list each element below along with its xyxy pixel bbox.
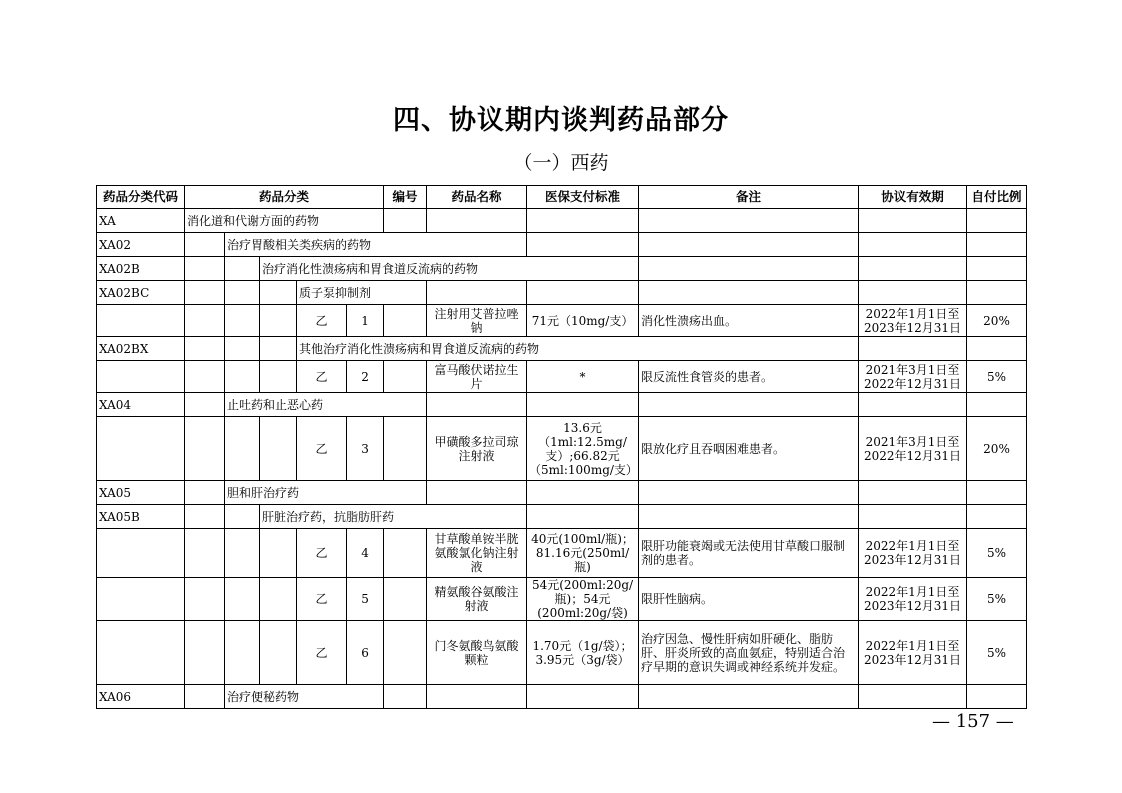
category-code: XA02BC: [97, 281, 185, 305]
header-number: 编号: [384, 186, 427, 209]
drug-row: [97, 417, 1027, 481]
category-code: XA06: [97, 685, 185, 709]
drug-validity: 2022年1月1日至2023年12月31日: [859, 305, 967, 337]
drug-ratio: 20%: [967, 417, 1027, 481]
drug-name: 注射用艾普拉唑钠: [427, 305, 527, 337]
category-row: [97, 337, 1027, 361]
category-code: XA: [97, 209, 185, 233]
page-title: 四、协议期内谈判药品部分: [393, 105, 729, 136]
drug-validity: 2021年3月1日至2022年12月31日: [859, 417, 967, 481]
drug-row: [97, 361, 1027, 393]
drug-remarks: 消化性溃疡出血。: [639, 305, 859, 337]
drug-standard: 1.70元（1g/袋）；3.95元（3g/袋）: [527, 621, 639, 685]
category-label: 止吐药和止恶心药: [225, 393, 427, 417]
drug-number: 1: [347, 305, 384, 337]
drug-name: 甲磺酸多拉司琼注射液: [427, 417, 527, 481]
header-validity: 协议有效期: [859, 186, 967, 209]
drug-name: 门冬氨酸鸟氨酸颗粒: [427, 621, 527, 685]
header-name: 药品名称: [427, 186, 527, 209]
drug-grade: 乙: [297, 621, 347, 685]
header-ratio: 自付比例: [967, 186, 1027, 209]
header-category: 药品分类: [185, 186, 384, 209]
drug-standard: 71元（10mg/支）: [527, 305, 639, 337]
drug-validity: 2022年1月1日至2023年12月31日: [859, 578, 967, 621]
drug-ratio: 5%: [967, 621, 1027, 685]
drug-grade: 乙: [297, 305, 347, 337]
category-code: XA05B: [97, 505, 185, 529]
category-code: XA05: [97, 481, 185, 505]
header-standard: 医保支付标准: [527, 186, 639, 209]
drug-standard: 40元(100ml/瓶)；81.16元(250ml/瓶): [527, 529, 639, 578]
header-remarks: 备注: [639, 186, 859, 209]
category-label: 治疗消化性溃疡病和胃食道反流病的药物: [260, 257, 639, 281]
drug-row: [97, 305, 1027, 337]
drug-number: 5: [347, 578, 384, 621]
category-row: [97, 481, 1027, 505]
drug-remarks: 限肝功能衰竭或无法使用甘草酸口服制剂的患者。: [639, 529, 859, 578]
drug-standard: 13.6元（1ml:12.5mg/支）;66.82元（5ml:100mg/支）: [527, 417, 639, 481]
table-header-row: [97, 186, 1027, 209]
category-code: XA02: [97, 233, 185, 257]
category-label: 治疗便秘药物: [225, 685, 384, 709]
category-label: 肝脏治疗药，抗脂肪肝药: [260, 505, 527, 529]
category-row: [97, 233, 1027, 257]
drug-ratio: 5%: [967, 361, 1027, 393]
drug-validity: 2022年1月1日至2023年12月31日: [859, 621, 967, 685]
drug-standard: 54元(200ml:20g/瓶)；54元(200ml:20g/袋): [527, 578, 639, 621]
drug-validity: 2022年1月1日至2023年12月31日: [859, 529, 967, 578]
drug-remarks: 限反流性食管炎的患者。: [639, 361, 859, 393]
drug-name: 富马酸伏诺拉生片: [427, 361, 527, 393]
drug-grade: 乙: [297, 578, 347, 621]
category-row: [97, 257, 1027, 281]
drug-number: 3: [347, 417, 384, 481]
category-row: [97, 505, 1027, 529]
drug-remarks: 限肝性脑病。: [639, 578, 859, 621]
drug-number: 4: [347, 529, 384, 578]
category-label: 消化道和代谢方面的药物: [185, 209, 384, 233]
drug-remarks: 限放化疗且吞咽困难患者。: [639, 417, 859, 481]
category-label: 质子泵抑制剂: [297, 281, 427, 305]
drug-grade: 乙: [297, 417, 347, 481]
drug-name: 甘草酸单铵半胱氨酸氯化钠注射液: [427, 529, 527, 578]
category-label: 其他治疗消化性溃疡病和胃食道反流病的药物: [297, 337, 859, 361]
drug-ratio: 5%: [967, 529, 1027, 578]
header-code: 药品分类代码: [97, 186, 185, 209]
drug-grade: 乙: [297, 529, 347, 578]
category-code: XA02BX: [97, 337, 185, 361]
category-label: 胆和肝治疗药: [225, 481, 427, 505]
drug-row: [97, 621, 1027, 685]
category-code: XA02B: [97, 257, 185, 281]
drug-standard: *: [527, 361, 639, 393]
page-number: — 157 —: [932, 711, 1014, 732]
drug-name: 精氨酸谷氨酸注射液: [427, 578, 527, 621]
drug-ratio: 5%: [967, 578, 1027, 621]
drug-table: [96, 185, 1027, 709]
category-code: XA04: [97, 393, 185, 417]
drug-row: [97, 578, 1027, 621]
drug-grade: 乙: [297, 361, 347, 393]
drug-ratio: 20%: [967, 305, 1027, 337]
drug-remarks: 治疗因急、慢性肝病如肝硬化、脂肪肝、肝炎所致的高血氨症，特别适合治疗早期的意识失调或神经系统并发症。: [639, 621, 859, 685]
drug-number: 2: [347, 361, 384, 393]
category-label: 治疗胃酸相关类疾病的药物: [225, 233, 527, 257]
drug-number: 6: [347, 621, 384, 685]
drug-validity: 2021年3月1日至2022年12月31日: [859, 361, 967, 393]
category-row: [97, 281, 1027, 305]
section-subtitle: （一）西药: [513, 152, 609, 174]
category-row: [97, 685, 1027, 709]
category-row: [97, 209, 1027, 233]
drug-row: [97, 529, 1027, 578]
category-row: [97, 393, 1027, 417]
